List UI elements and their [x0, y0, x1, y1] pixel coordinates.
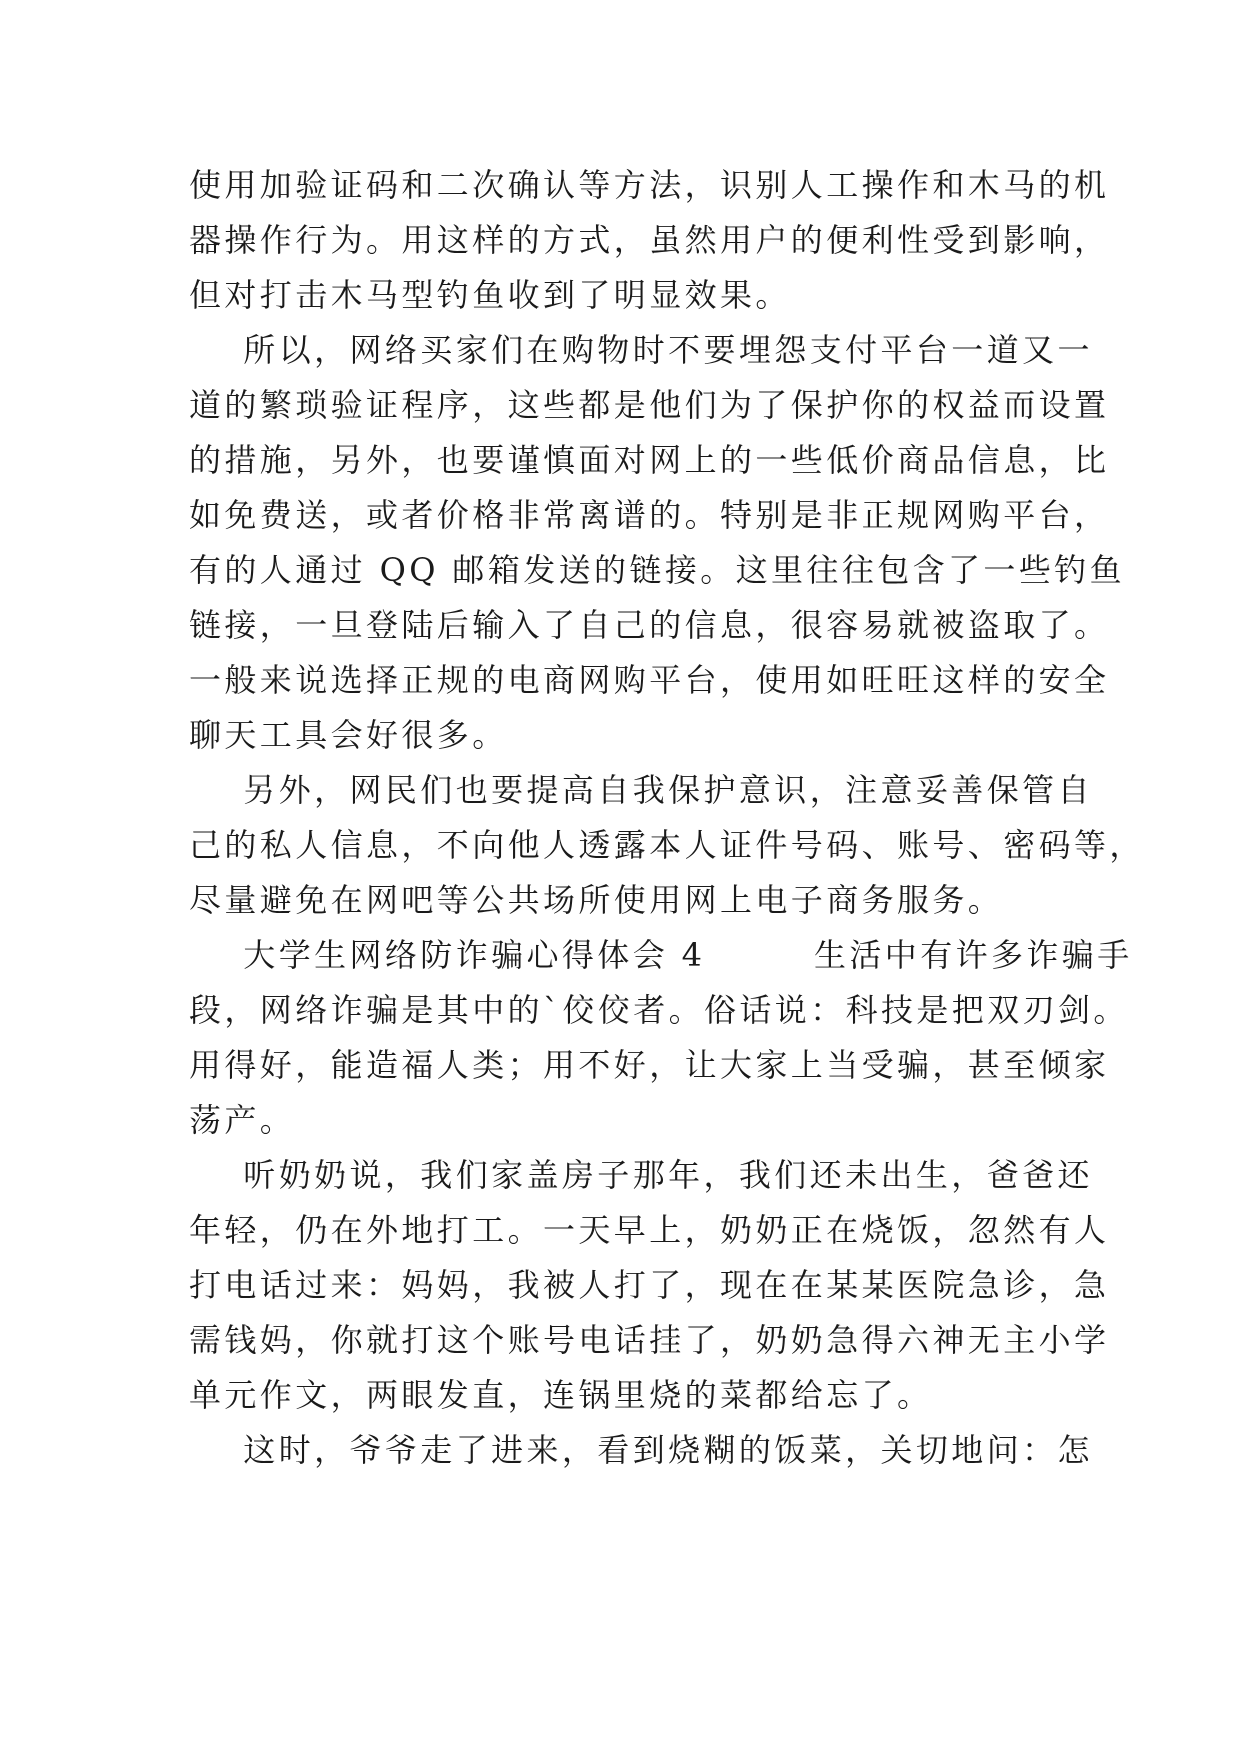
text-line: 道的繁琐验证程序，这些都是他们为了保护你的权益而设置 [189, 386, 1110, 424]
text-line: 链接，一旦登陆后输入了自己的信息，很容易就被盗取了。 [189, 606, 1110, 644]
text-line: 有的人通过 QQ 邮箱发送的链接。这里往往包含了一些钓鱼 [189, 551, 1126, 589]
text-line: 但对打击木马型钓鱼收到了明显效果。 [189, 276, 791, 314]
text-line: 需钱妈，你就打这个账号电话挂了，奶奶急得六神无主小学 [189, 1321, 1110, 1359]
text-line: 这时，爷爷走了进来，看到烧糊的饭菜，关切地问：怎 [189, 1431, 1093, 1469]
text-line: 荡产。 [189, 1101, 296, 1139]
text-line: 一般来说选择正规的电商网购平台，使用如旺旺这样的安全 [189, 661, 1110, 699]
body-text [189, 158, 1145, 1478]
text-line: 如免费送，或者价格非常离谱的。特别是非正规网购平台， [189, 496, 1110, 534]
text-line: 己的私人信息，不向他人透露本人证件号码、账号、密码等， [189, 826, 1145, 864]
text-line: 段，网络诈骗是其中的`佼佼者。俗话说：科技是把双刃剑。 [189, 991, 1129, 1029]
text-line: 打电话过来：妈妈，我被人打了，现在在某某医院急诊，急 [189, 1266, 1110, 1304]
text-line: 大学生网络防诈骗心得体会 4 生活中有许多诈骗手 [189, 936, 1133, 974]
text-line: 器操作行为。用这样的方式，虽然用户的便利性受到影响， [189, 221, 1110, 259]
text-line: 尽量避免在网吧等公共场所使用网上电子商务服务。 [189, 881, 1004, 919]
text-line: 的措施，另外，也要谨慎面对网上的一些低价商品信息，比 [189, 441, 1110, 479]
text-line: 单元作文，两眼发直，连锅里烧的菜都给忘了。 [189, 1376, 933, 1414]
text-line: 另外，网民们也要提高自我保护意识，注意妥善保管自 [189, 771, 1093, 809]
text-line: 所以，网络买家们在购物时不要埋怨支付平台一道又一 [189, 331, 1093, 369]
text-line: 使用加验证码和二次确认等方法，识别人工操作和木马的机 [189, 166, 1110, 204]
text-line: 用得好，能造福人类；用不好，让大家上当受骗，甚至倾家 [189, 1046, 1110, 1084]
text-line: 听奶奶说，我们家盖房子那年，我们还未出生，爸爸还 [189, 1156, 1093, 1194]
text-line: 年轻，仍在外地打工。一天早上，奶奶正在烧饭，忽然有人 [189, 1211, 1110, 1249]
text-line: 聊天工具会好很多。 [189, 716, 508, 754]
